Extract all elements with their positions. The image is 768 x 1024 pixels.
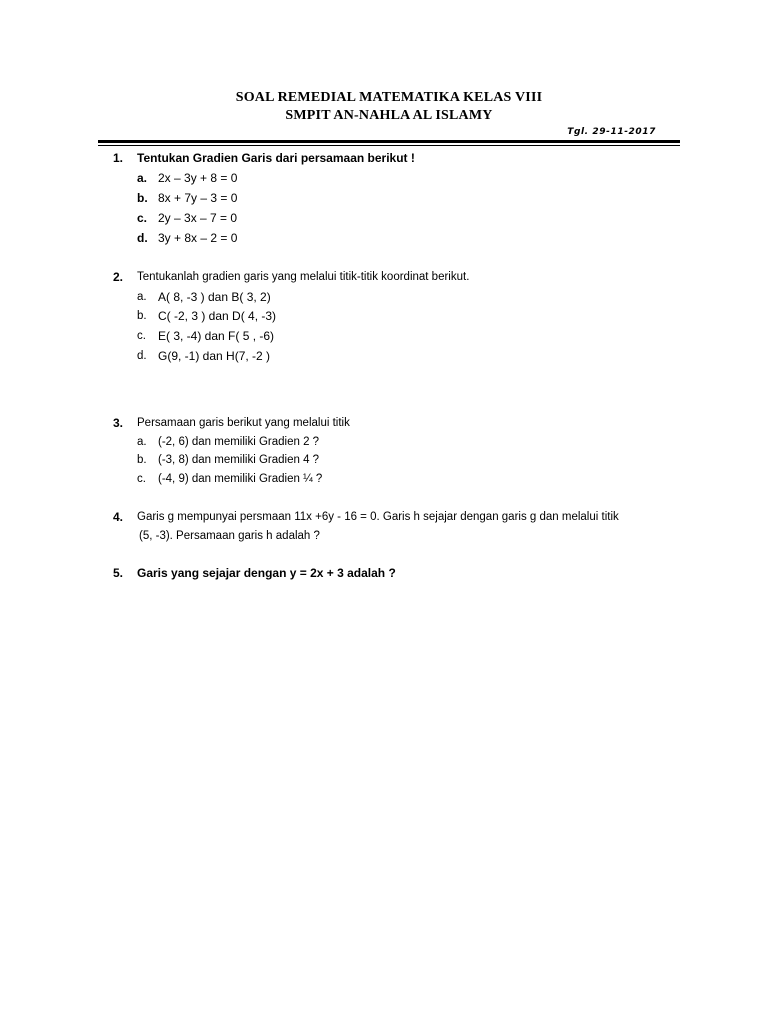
question-text: Tentukanlah gradien garis yang melalui titik-titik koordinat berikut. <box>137 271 470 283</box>
option-letter: d. <box>137 350 147 362</box>
option-letter: a. <box>137 171 148 185</box>
question-number: 1. <box>113 151 124 165</box>
option-letter: c. <box>137 473 146 485</box>
question-number: 4. <box>113 510 124 524</box>
question-text-continued: (5, -3). Persamaan garis h adalah ? <box>139 530 320 542</box>
option-letter: a. <box>137 291 147 303</box>
date-label: Tgl. 29-11-2017 <box>567 127 656 137</box>
option-text: E( 3, -4) dan F( 5 , -6) <box>158 329 275 343</box>
header-divider-thin <box>98 145 680 146</box>
header-divider-thick <box>98 140 680 143</box>
option-text: (-4, 9) dan memiliki Gradien ¼ ? <box>158 473 323 485</box>
question-number: 2. <box>113 270 124 284</box>
option-text: 2x – 3y + 8 = 0 <box>158 171 238 185</box>
document-title: SOAL REMEDIAL MATEMATIKA KELAS VIII <box>235 90 543 105</box>
question-text: Tentukan Gradien Garis dari persamaan berikut ! <box>137 151 415 165</box>
option-letter: c. <box>137 211 148 225</box>
option-letter: d. <box>137 231 148 245</box>
option-text: A( 8, -3 ) dan B( 3, 2) <box>158 290 271 304</box>
option-letter: b. <box>137 310 147 322</box>
option-letter: b. <box>137 191 148 205</box>
school-name: SMPIT AN-NAHLA AL ISLAMY <box>285 108 493 123</box>
question-text: Garis g mempunyai persmaan 11x +6y - 16 = 0. Garis h sejajar dengan garis g dan melalui titik <box>137 511 619 523</box>
option-text: 8x + 7y – 3 = 0 <box>158 191 238 205</box>
option-text: G(9, -1) dan H(7, -2 ) <box>158 349 271 363</box>
question-number: 3. <box>113 416 124 430</box>
option-text: (-2, 6) dan memiliki Gradien 2 ? <box>158 436 320 448</box>
question-text: Garis yang sejajar dengan y = 2x + 3 adalah ? <box>137 566 396 580</box>
option-text: 2y – 3x – 7 = 0 <box>158 211 238 225</box>
question-number: 5. <box>113 566 124 580</box>
option-text: (-3, 8) dan memiliki Gradien 4 ? <box>158 454 320 466</box>
option-letter: c. <box>137 330 146 342</box>
option-letter: a. <box>137 436 147 448</box>
question-text: Persamaan garis berikut yang melalui titik <box>137 417 350 429</box>
option-text: C( -2, 3 ) dan D( 4, -3) <box>158 309 277 323</box>
option-letter: b. <box>137 454 147 466</box>
option-text: 3y + 8x – 2 = 0 <box>158 231 238 245</box>
